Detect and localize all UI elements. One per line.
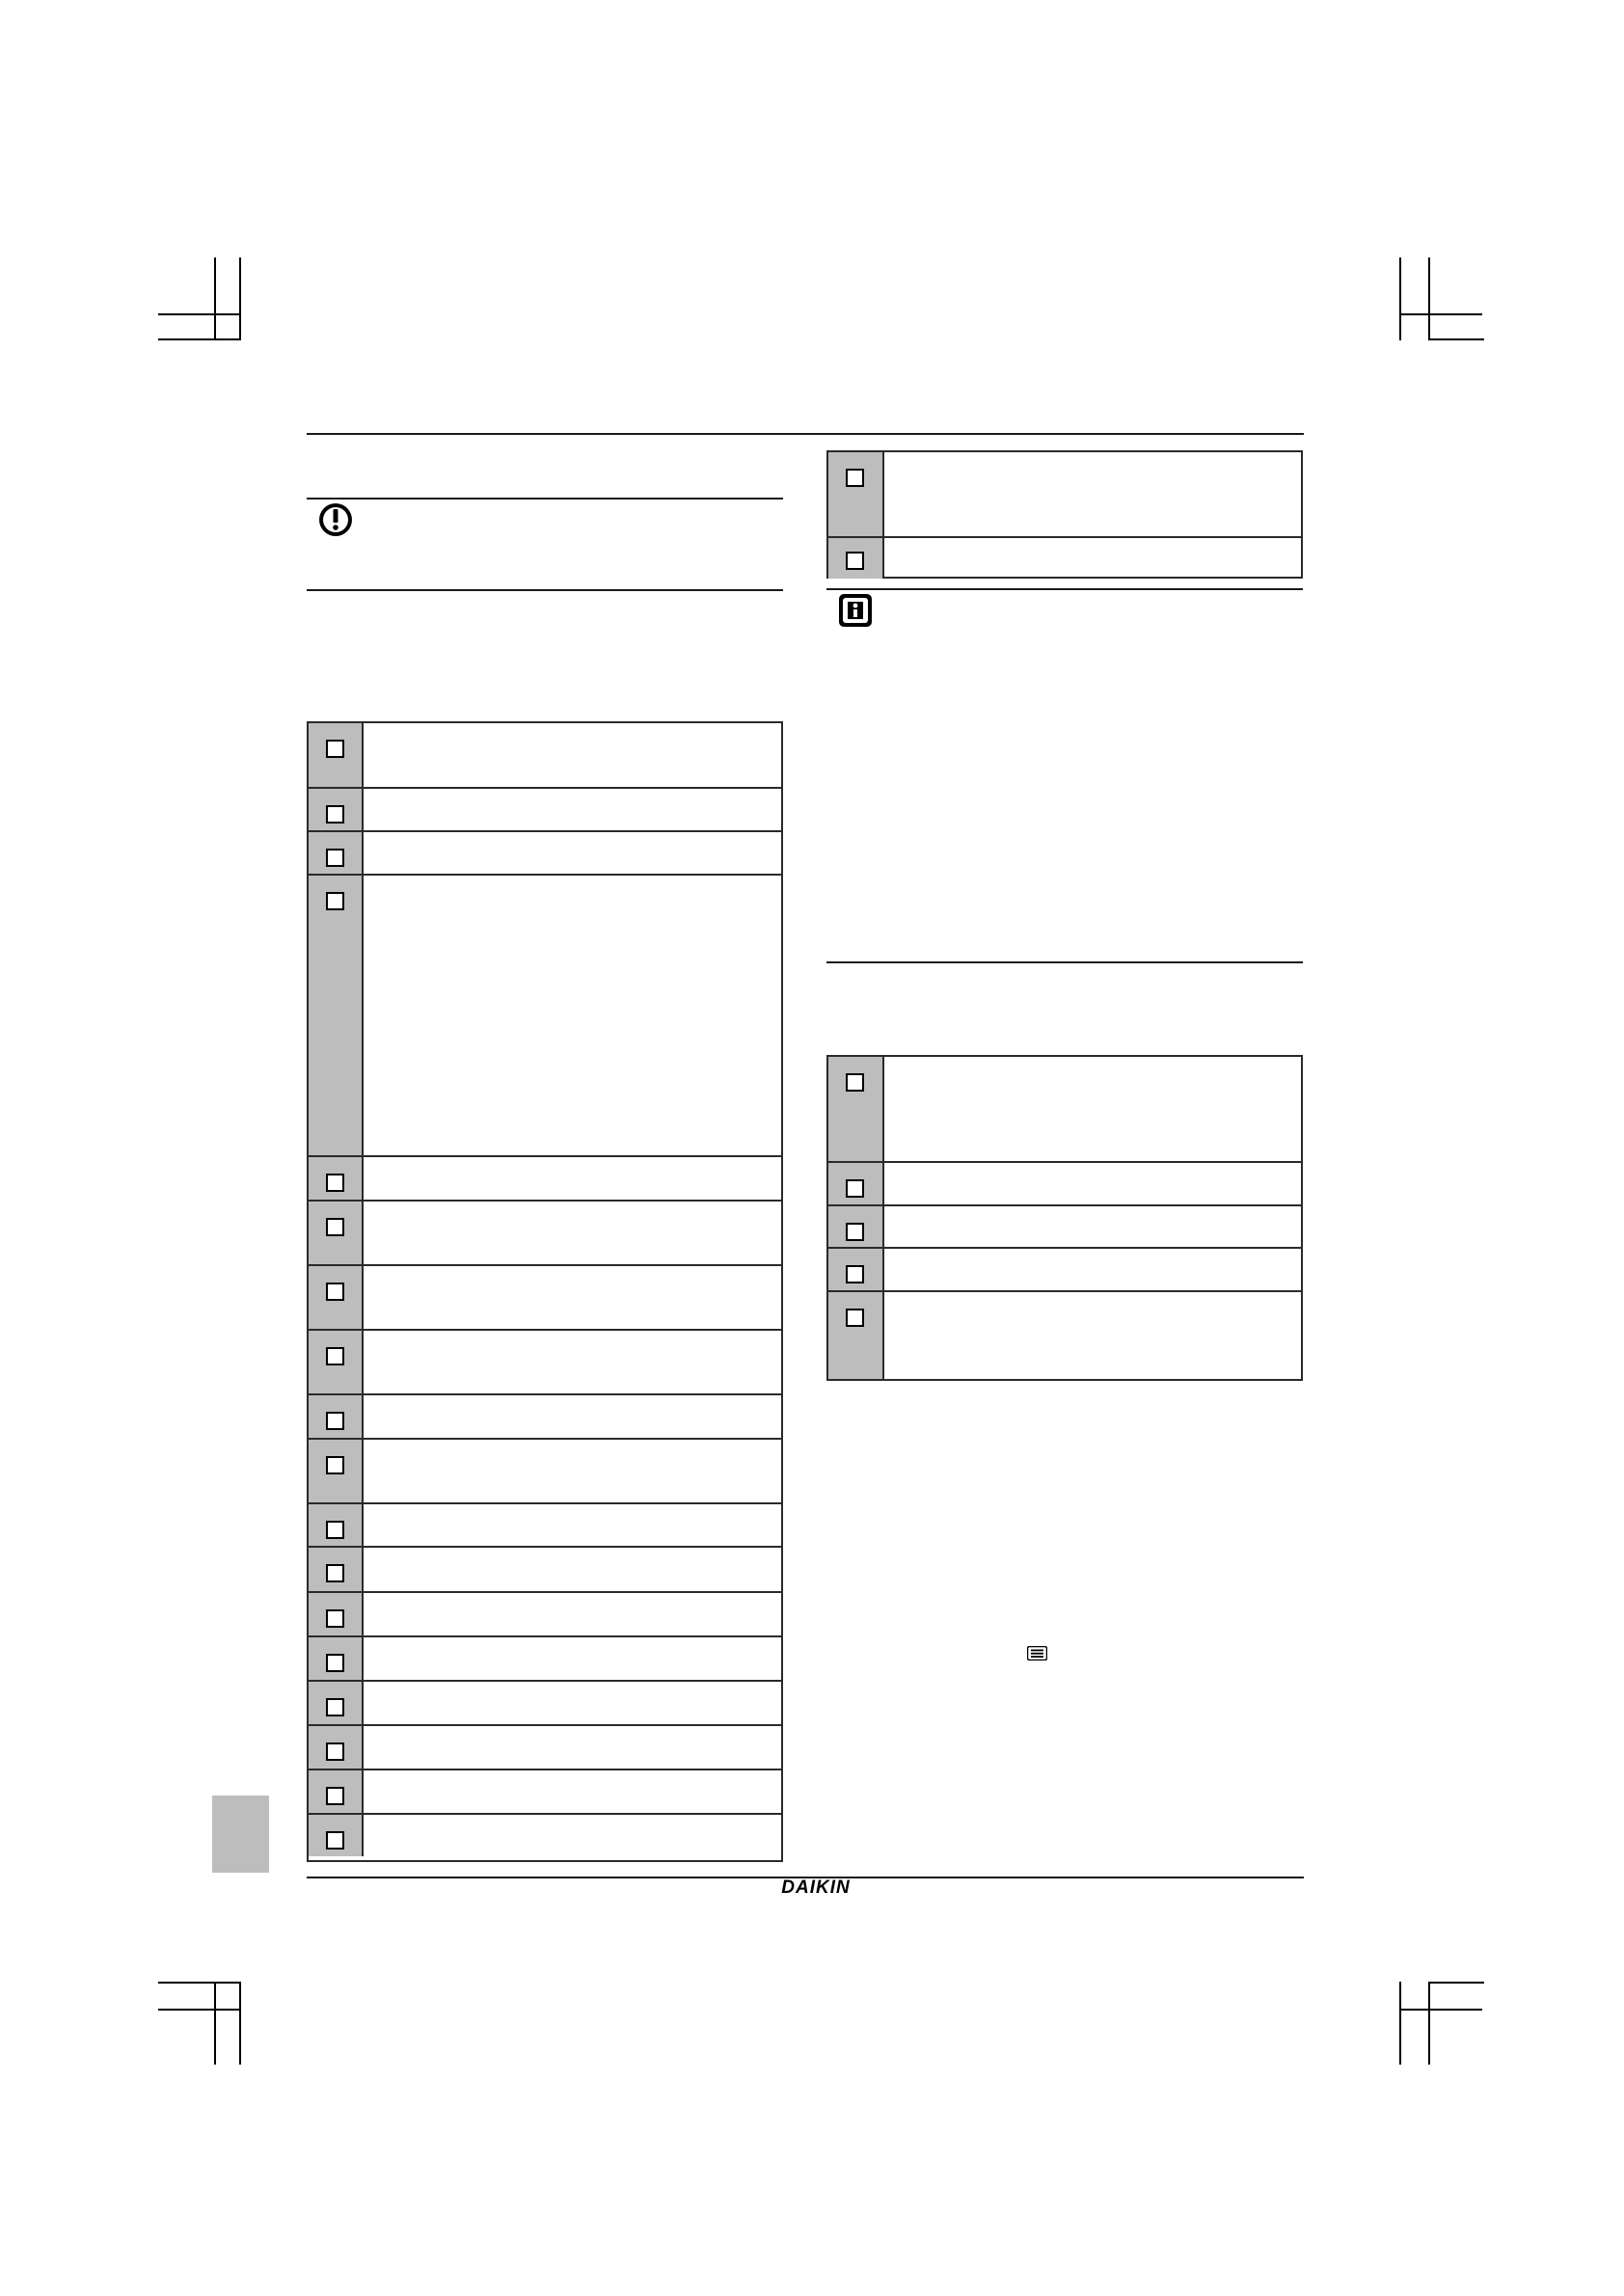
checklist-row [309,1724,781,1769]
checklist-row-text [884,452,1301,536]
checkbox[interactable] [326,1521,344,1539]
checklist-row-text [364,723,781,787]
checkbox[interactable] [326,740,344,758]
menu-icon [1027,1646,1047,1661]
crop-mark [1399,2009,1482,2011]
crop-mark [1399,257,1401,340]
checklist-row-text [884,1249,1301,1290]
checklist-row [828,1057,1301,1161]
checklist-row-text [364,1331,781,1393]
left-checklist [307,721,783,1862]
checklist-row-text [884,1163,1301,1204]
checkbox[interactable] [326,1412,344,1430]
checklist-row [828,1161,1301,1204]
checklist-row [828,452,1301,536]
checkbox[interactable] [846,469,864,487]
crop-mark [1399,1982,1401,2065]
checklist-row [309,1200,781,1264]
checklist-row [828,1204,1301,1247]
checklist-row-text [364,1440,781,1502]
notice-caution-bottom-rule [307,589,783,591]
checklist-row [828,536,1301,579]
checklist-row-text [364,1726,781,1769]
checkbox[interactable] [846,1073,864,1092]
crop-mark [158,1982,241,1984]
checklist-row [309,1680,781,1724]
checkbox[interactable] [326,1742,344,1761]
crop-mark [158,338,241,340]
checkbox[interactable] [846,1309,864,1327]
checklist-row-text [364,1548,781,1591]
notice-caution-top-rule [307,498,783,500]
checklist-row [828,1290,1301,1379]
header-rule [307,433,1304,435]
checklist-row [309,1329,781,1393]
checklist-row [309,1264,781,1329]
checklist-row [828,1247,1301,1290]
checkbox[interactable] [326,805,344,824]
checkbox[interactable] [326,1283,344,1301]
crop-mark [1428,1982,1484,1984]
checklist-row [309,1635,781,1680]
checklist-row [309,1813,781,1856]
checklist-row [309,1155,781,1200]
right-checklist-top [826,450,1303,579]
checkbox[interactable] [326,1609,344,1628]
checklist-row-text [884,538,1301,579]
checklist-row-text [364,1395,781,1438]
checkbox[interactable] [326,1347,344,1365]
checklist-row-text [364,876,781,1155]
checklist-row [309,787,781,830]
checklist-row-text [364,1593,781,1635]
right-checklist-bottom [826,1055,1303,1381]
crop-mark [214,1982,216,2065]
crop-mark [239,257,241,340]
checklist-row [309,723,781,787]
checklist-row [309,1502,781,1546]
checklist-row [309,1591,781,1635]
daikin-logo: DAIKIN [781,1877,851,1898]
checklist-row-text [364,1504,781,1546]
checklist-row-text [364,1770,781,1813]
crop-mark [158,313,241,315]
checklist-row [309,874,781,1155]
checkbox[interactable] [846,1223,864,1241]
crop-mark [1399,313,1482,315]
checkbox[interactable] [326,1174,344,1192]
notice-info-top-rule [826,588,1303,590]
crop-mark [158,2009,241,2011]
checkbox[interactable] [326,892,344,910]
checkbox[interactable] [846,552,864,570]
crop-mark [1428,1982,1430,2065]
checklist-row-text [364,1815,781,1856]
checklist-row-text [364,1682,781,1724]
crop-mark [239,1982,241,2065]
checkbox[interactable] [326,1218,344,1236]
notice-info-bottom-rule [826,961,1303,963]
checklist-row [309,830,781,874]
checkbox[interactable] [326,1787,344,1805]
checkbox[interactable] [326,1698,344,1716]
checkbox[interactable] [326,1564,344,1582]
checkbox[interactable] [326,1456,344,1474]
checklist-row-text [364,1202,781,1264]
checkbox[interactable] [846,1265,864,1283]
crop-mark [214,257,216,340]
checklist-row-text [364,1266,781,1329]
checklist-row-text [364,832,781,874]
checklist-row [309,1769,781,1813]
crop-mark [1428,338,1484,340]
checkbox[interactable] [326,849,344,867]
checkbox[interactable] [846,1179,864,1198]
checklist-row-text [884,1206,1301,1247]
exclamation-circle-icon [318,502,353,537]
checkbox[interactable] [326,1654,344,1672]
checklist-row-text [364,789,781,830]
crop-mark [1428,257,1430,340]
info-icon [838,593,873,628]
checkbox[interactable] [326,1831,344,1850]
checklist-row [309,1546,781,1591]
side-tab [212,1796,269,1873]
checklist-row-text [884,1057,1301,1161]
checklist-row [309,1393,781,1438]
checklist-row-text [884,1292,1301,1379]
checklist-row [309,1438,781,1502]
checklist-row-text [364,1157,781,1200]
checklist-row-text [364,1637,781,1680]
